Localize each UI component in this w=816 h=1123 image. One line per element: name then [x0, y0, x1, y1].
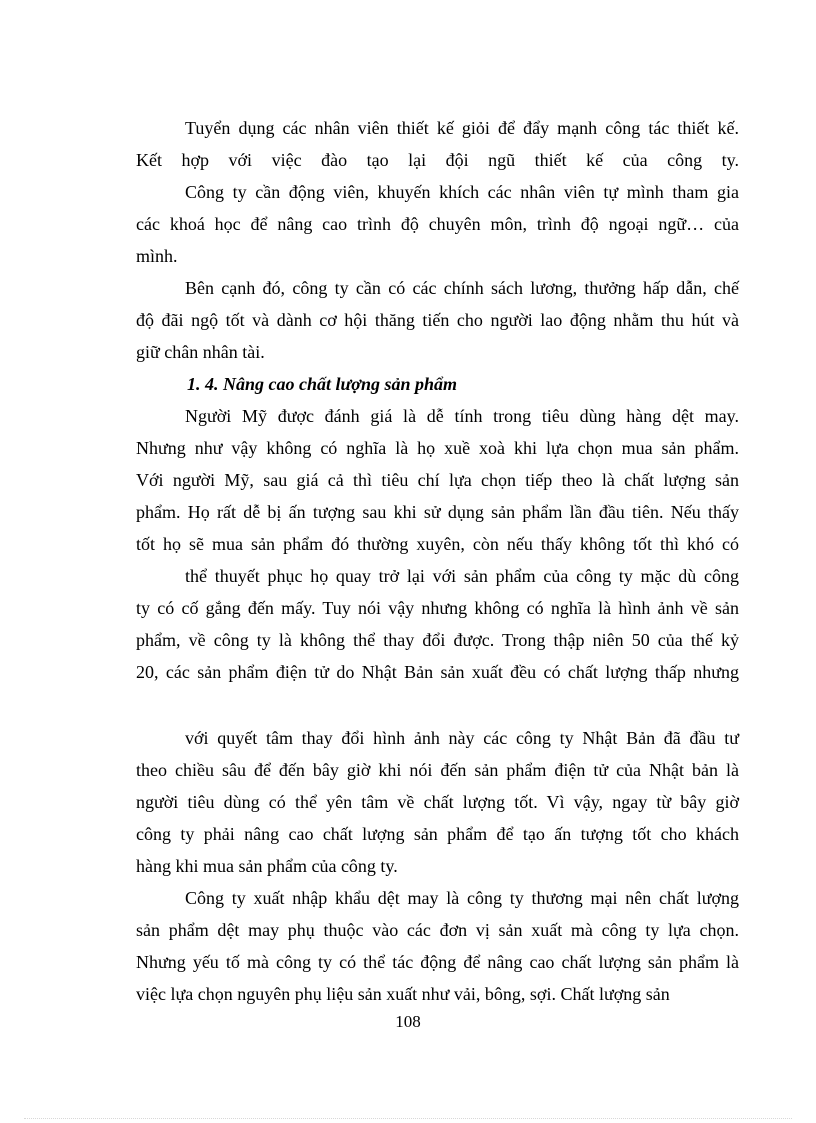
text-line: Nhưng yếu tố mà công ty có thể tác động để nâng cao chất lượng sản phẩm là: [136, 952, 739, 972]
text-line: Với người Mỹ, sau giá cả thì tiêu chí lựa chọn tiếp theo là chất lượng sản: [136, 470, 739, 490]
text-line: công ty phải nâng cao chất lượng sản phẩm để tạo ấn tượng tốt cho khách: [136, 824, 739, 844]
text-line: Tuyển dụng các nhân viên thiết kế giỏi để đẩy mạnh công tác thiết kế.: [185, 118, 739, 138]
text-line: các khoá học để nâng cao trình độ chuyên môn, trình độ ngoại ngữ… của: [136, 214, 739, 234]
page-bottom-divider: [24, 1118, 792, 1119]
text-line: với quyết tâm thay đổi hình ảnh này các công ty Nhật Bản đã đầu tư: [185, 728, 739, 748]
text-line: hàng khi mua sản phẩm của công ty.: [136, 856, 398, 876]
text-line: tốt họ sẽ mua sản phẩm đó thường xuyên, còn nếu thấy không tốt thì khó có: [136, 534, 739, 554]
text-line: Công ty xuất nhập khẩu dệt may là công ty thương mại nên chất lượng: [185, 888, 739, 908]
page-number: 108: [395, 1012, 421, 1031]
text-line: sản phẩm dệt may phụ thuộc vào các đơn vị sản xuất mà công ty lựa chọn.: [136, 920, 739, 940]
text-line: Công ty cần động viên, khuyến khích các nhân viên tự mình tham gia: [185, 182, 739, 202]
text-line: 20, các sản phẩm điện tử do Nhật Bản sản xuất đều có chất lượng thấp nhưng: [136, 662, 739, 682]
text-line: giữ chân nhân tài.: [136, 342, 265, 362]
text-line: Nhưng như vậy không có nghĩa là họ xuề xoà khi lựa chọn mua sản phẩm.: [136, 438, 739, 458]
text-line: phẩm. Họ rất dễ bị ấn tượng sau khi sử dụng sản phẩm lần đầu tiên. Nếu thấy: [136, 502, 739, 522]
text-line: mình.: [136, 246, 178, 266]
text-line: theo chiều sâu để đến bây giờ khi nói đến sản phẩm điện tử của Nhật bản là: [136, 760, 739, 780]
text-line: Kết hợp với việc đào tạo lại đội ngũ thiết kế của công ty.: [136, 150, 739, 170]
text-line: độ đãi ngộ tốt và dành cơ hội thăng tiến cho người lao động nhằm thu hút và: [136, 310, 739, 330]
text-line: việc lựa chọn nguyên phụ liệu sản xuất như vải, bông, sợi. Chất lượng sản: [136, 984, 670, 1004]
text-line: người tiêu dùng có thể yên tâm về chất lượng tốt. Vì vậy, ngay từ bây giờ: [136, 792, 739, 812]
text-line: ty có cố gắng đến mấy. Tuy nói vậy nhưng không có nghĩa là hình ảnh về sản: [136, 598, 739, 618]
text-line: phẩm, về công ty là không thể thay đổi được. Trong thập niên 50 của thế kỷ: [136, 630, 739, 650]
text-line: Người Mỹ được đánh giá là dễ tính trong tiêu dùng hàng dệt may.: [185, 406, 739, 426]
text-line: thể thuyết phục họ quay trở lại với sản phẩm của công ty mặc dù công: [185, 566, 739, 586]
text-line: Bên cạnh đó, công ty cần có các chính sách lương, thưởng hấp dẫn, chế: [185, 278, 739, 298]
section-heading: 1. 4. Nâng cao chất lượng sản phẩm: [187, 374, 457, 394]
